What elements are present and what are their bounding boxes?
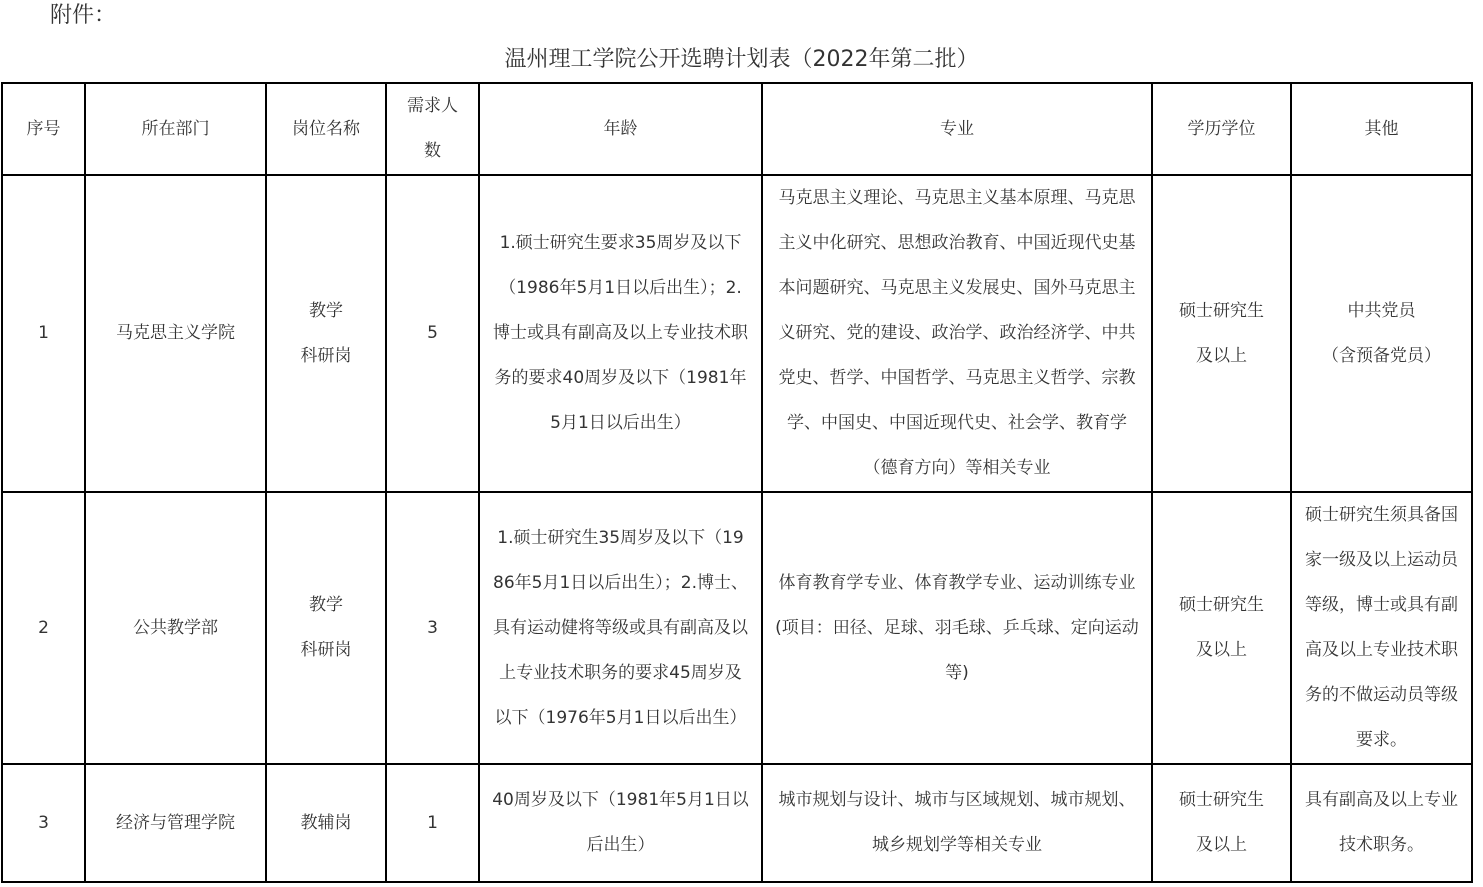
other-line: 中共党员 bbox=[1347, 300, 1416, 321]
cell-position bbox=[266, 492, 386, 764]
cell-age: 1.硕士研究生35周岁及以下（1986年5月1日以后出生）；2.博士、具有运动健将等级或具有副高及以上专业技术职务的要求45周岁及以下（1976年5月1日以后出生） bbox=[479, 492, 762, 764]
table-row bbox=[2, 175, 1472, 492]
header-age: 年龄 bbox=[479, 83, 762, 175]
position-line: 教学 bbox=[309, 300, 343, 321]
other-line: （含预备党员） bbox=[1322, 345, 1441, 366]
table-row bbox=[2, 764, 1472, 882]
cell-department: 马克思主义学院 bbox=[85, 175, 266, 492]
cell-count: 3 bbox=[386, 492, 479, 764]
page-title: 温州理工学院公开选聘计划表（2022年第二批） bbox=[504, 47, 979, 72]
cell-department: 经济与管理学院 bbox=[85, 764, 266, 882]
header-department: 所在部门 bbox=[85, 83, 266, 175]
cell-seq: 1 bbox=[2, 175, 85, 492]
position-line: 教辅岗 bbox=[300, 812, 352, 833]
cell-age: 1.硕士研究生要求35周岁及以下（1986年5月1日以后出生）；2.博士或具有副高及以上专业技术职务的要求40周岁及以下（1981年5月1日以后出生） bbox=[479, 175, 762, 492]
degree-line: 硕士研究生 bbox=[1179, 595, 1264, 615]
table-row bbox=[2, 492, 1472, 764]
cell-seq: 2 bbox=[2, 492, 85, 764]
cell-other: 具有副高及以上专业技术职务。 bbox=[1291, 764, 1472, 882]
cell-position bbox=[266, 175, 386, 492]
cell-count: 5 bbox=[386, 175, 479, 492]
recruitment-plan-table bbox=[1, 82, 1473, 883]
header-position: 岗位名称 bbox=[266, 83, 386, 175]
table-header-row bbox=[2, 83, 1472, 175]
degree-line: 及以上 bbox=[1196, 835, 1247, 855]
cell-department: 公共教学部 bbox=[85, 492, 266, 764]
header-seq: 序号 bbox=[2, 83, 85, 175]
cell-count: 1 bbox=[386, 764, 479, 882]
attachment-label: 附件： bbox=[50, 3, 117, 28]
position-line: 教学 bbox=[309, 595, 343, 615]
degree-line: 硕士研究生 bbox=[1179, 790, 1264, 810]
degree-line: 硕士研究生 bbox=[1179, 300, 1264, 321]
cell-major: 马克思主义理论、马克思主义基本原理、马克思主义中化研究、思想政治教育、中国近现代史基本问题研究、马克思主义发展史、国外马克思主义研究、党的建设、政治学、政治经济学、中共党史、哲学、中国哲学、马克思主义哲学、宗教学、中国史、中国近现代史、社会学、教育学（德育方向）等相关专业 bbox=[762, 175, 1152, 492]
degree-line: 及以上 bbox=[1196, 345, 1247, 366]
header-degree: 学历学位 bbox=[1152, 83, 1291, 175]
cell-degree bbox=[1152, 764, 1291, 882]
position-line: 科研岗 bbox=[300, 345, 352, 366]
cell-position bbox=[266, 764, 386, 882]
header-count: 需求人数 bbox=[386, 83, 479, 175]
position-line: 科研岗 bbox=[300, 640, 352, 660]
header-major: 专业 bbox=[762, 83, 1152, 175]
cell-major: 体育教育学专业、体育教学专业、运动训练专业(项目：田径、足球、羽毛球、乒乓球、定向运动等) bbox=[762, 492, 1152, 764]
cell-age: 40周岁及以下（1981年5月1日以后出生） bbox=[479, 764, 762, 882]
cell-other bbox=[1291, 175, 1472, 492]
cell-major: 城市规划与设计、城市与区域规划、城市规划、城乡规划学等相关专业 bbox=[762, 764, 1152, 882]
cell-degree bbox=[1152, 492, 1291, 764]
header-other: 其他 bbox=[1291, 83, 1472, 175]
cell-degree bbox=[1152, 175, 1291, 492]
cell-other: 硕士研究生须具备国家一级及以上运动员等级，博士或具有副高及以上专业技术职务的不做运动员等级要求。 bbox=[1291, 492, 1472, 764]
degree-line: 及以上 bbox=[1196, 640, 1247, 660]
cell-seq: 3 bbox=[2, 764, 85, 882]
